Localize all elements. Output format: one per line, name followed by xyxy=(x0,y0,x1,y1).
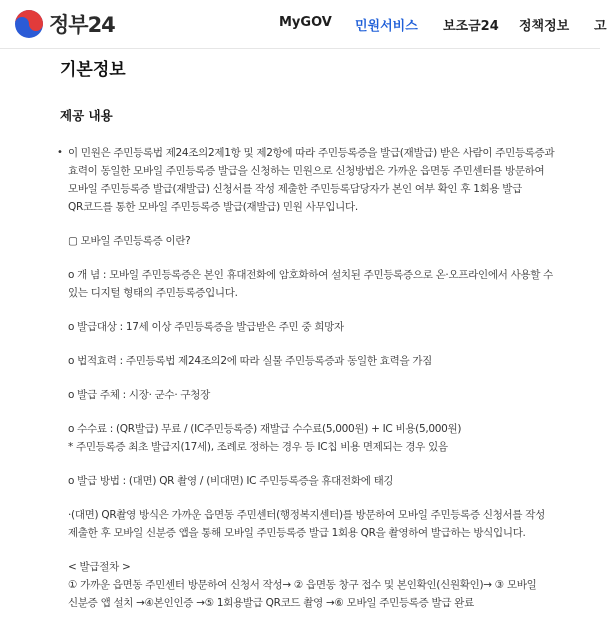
legal-effect-paragraph: o 법적효력 : 주민등록법 제24조의2에 따라 실물 주민등록증과 동일한 효력을 가짐 xyxy=(68,355,433,367)
logo-text: 정부24 xyxy=(49,13,115,37)
concept-paragraph: o 개 념 : 모바일 주민등록증은 본인 휴대전화에 암호화하여 설치된 주민등록증으로 온·오프라인에서 사용할 수 있는 디지털 형태의 주민등록증입니다. xyxy=(68,269,553,299)
section-title: 기본정보 xyxy=(60,60,126,80)
site-logo[interactable] xyxy=(14,9,115,39)
mobile-id-heading: ▢ 모바일 주민등록증 이란? xyxy=(68,235,191,247)
nav-mygov[interactable]: MyGOV xyxy=(279,15,332,30)
issuer-paragraph: o 발급 주체 : 시장· 군수· 구청장 xyxy=(68,389,210,401)
fee-paragraph: o 수수료 : (QR발급) 무료 / (IC주민등록증) 재발급 수수료(5,000원) + IC 비용(5,000원) * 주민등록증 최초 발급지(17세), 조례로 정하는 경우 등 IC칩 비용 면제되는 경우 있음 xyxy=(68,423,462,453)
nav-subsidy24[interactable]: 보조금24 xyxy=(443,19,499,34)
intro-paragraph: 이 민원은 주민등록법 제24조의2제1항 및 제2항에 따라 주민등록증을 발급(재발급) 받은 사람이 주민등록증과 효력이 동일한 모바일 주민등록증 발급을 신청하는 민원으로 신청방법은 가까운 읍면동 주민센터를 방문하여 모바일 주민등록증 발급(재발급) 신청서를 작성 제출한 주민등록담당자가 본인 여부 확인 후 1회용 발급 QR코드를 통한 모바일 주민등록증 발급(재발급) 민원 사무입니다. xyxy=(68,147,555,213)
qr-method-paragraph: ·(대면) QR촬영 방식은 가까운 읍면동 주민센터(행정복지센터)를 방문하여 모바일 주민등록증 신청서를 작성 제출한 후 모바일 신분증 앱을 통해 모바일 주민등록증 발급 1회용 QR을 촬영하여 발급하는 방식입니다. xyxy=(68,509,545,539)
nav-more[interactable]: 고 xyxy=(594,19,607,34)
provided-content-heading: 제공 내용 xyxy=(60,108,113,123)
eligibility-paragraph: o 발급대상 : 17세 이상 주민등록증을 발급받은 주민 중 희망자 xyxy=(68,321,344,333)
taegeuk-logo-icon xyxy=(14,9,44,39)
bullet-dot: • xyxy=(57,147,63,158)
issue-procedure-paragraph: < 발급절차 > ① 가까운 읍면동 주민센터 방문하여 신청서 작성→ ② 읍면동 창구 접수 및 본인확인(신원확인)→ ③ 모바일 신분증 앱 설치 →④본인인증 →⑤ 1회용발급 QR코드 촬영 →⑥ 모바일 주민등록증 발급 완료 xyxy=(68,561,537,609)
issue-method-paragraph: o 발급 방법 : (대면) QR 촬영 / (비대면) IC 주민등록증을 휴대전화에 태깅 xyxy=(68,475,394,487)
nav-civil-service[interactable]: 민원서비스 xyxy=(355,19,418,34)
nav-policy-info[interactable]: 정책정보 xyxy=(519,19,570,34)
description-body xyxy=(57,144,568,628)
site-header xyxy=(0,0,607,49)
